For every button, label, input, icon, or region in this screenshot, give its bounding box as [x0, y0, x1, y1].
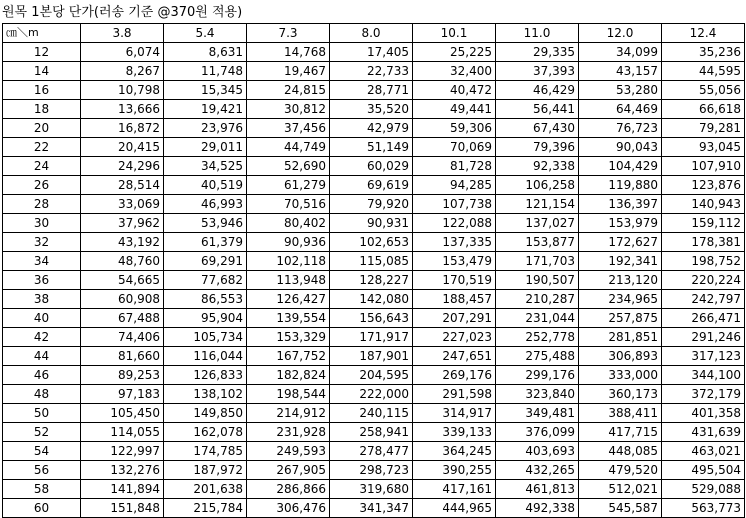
price-cell[interactable]: 33,069	[81, 195, 164, 214]
price-cell[interactable]: 138,102	[164, 385, 247, 404]
price-cell[interactable]: 106,258	[496, 176, 579, 195]
price-cell[interactable]: 333,000	[579, 366, 662, 385]
table-row	[3, 480, 745, 499]
price-cell[interactable]: 81,660	[81, 347, 164, 366]
price-cell[interactable]: 252,778	[496, 328, 579, 347]
diameter-cell[interactable]: 16	[3, 81, 81, 100]
price-cell[interactable]: 20,415	[81, 138, 164, 157]
header-row	[3, 24, 745, 43]
table-row	[3, 385, 745, 404]
table-row	[3, 157, 745, 176]
price-cell[interactable]: 8,631	[164, 43, 247, 62]
diameter-cell[interactable]: 56	[3, 461, 81, 480]
price-cell[interactable]: 306,476	[247, 499, 330, 518]
price-cell[interactable]: 16,872	[81, 119, 164, 138]
price-cell[interactable]: 171,703	[496, 252, 579, 271]
price-cell[interactable]: 220,224	[662, 271, 745, 290]
price-cell[interactable]: 24,296	[81, 157, 164, 176]
price-cell[interactable]: 492,338	[496, 499, 579, 518]
price-cell[interactable]: 349,481	[496, 404, 579, 423]
price-cell[interactable]: 92,338	[496, 157, 579, 176]
price-cell[interactable]: 215,784	[164, 499, 247, 518]
price-cell[interactable]: 95,904	[164, 309, 247, 328]
price-cell[interactable]: 137,335	[413, 233, 496, 252]
price-cell[interactable]: 105,450	[81, 404, 164, 423]
price-cell[interactable]: 49,441	[413, 100, 496, 119]
price-cell[interactable]: 14,768	[247, 43, 330, 62]
table-row	[3, 119, 745, 138]
price-cell[interactable]: 89,253	[81, 366, 164, 385]
price-cell[interactable]: 275,488	[496, 347, 579, 366]
price-cell[interactable]: 35,236	[662, 43, 745, 62]
price-cell[interactable]: 286,866	[247, 480, 330, 499]
price-cell[interactable]: 182,824	[247, 366, 330, 385]
price-cell[interactable]: 222,000	[330, 385, 413, 404]
length-header-cell[interactable]: 10.1	[413, 24, 496, 43]
price-cell[interactable]: 42,979	[330, 119, 413, 138]
diameter-cell[interactable]: 12	[3, 43, 81, 62]
price-cell[interactable]: 529,088	[662, 480, 745, 499]
price-cell[interactable]: 25,225	[413, 43, 496, 62]
price-cell[interactable]: 122,997	[81, 442, 164, 461]
price-cell[interactable]: 29,335	[496, 43, 579, 62]
table-row	[3, 43, 745, 62]
price-cell[interactable]: 97,183	[81, 385, 164, 404]
price-cell[interactable]: 6,074	[81, 43, 164, 62]
price-cell[interactable]: 34,525	[164, 157, 247, 176]
price-cell[interactable]: 52,690	[247, 157, 330, 176]
price-cell[interactable]: 28,771	[330, 81, 413, 100]
price-cell[interactable]: 401,358	[662, 404, 745, 423]
table-row	[3, 214, 745, 233]
price-cell[interactable]: 198,752	[662, 252, 745, 271]
price-cell[interactable]: 46,429	[496, 81, 579, 100]
price-cell[interactable]: 28,514	[81, 176, 164, 195]
table-row	[3, 404, 745, 423]
length-header-cell[interactable]: 7.3	[247, 24, 330, 43]
price-cell[interactable]: 44,595	[662, 62, 745, 81]
price-cell[interactable]: 105,734	[164, 328, 247, 347]
diameter-cell[interactable]: 36	[3, 271, 81, 290]
diameter-cell[interactable]: 52	[3, 423, 81, 442]
price-cell[interactable]: 242,797	[662, 290, 745, 309]
price-cell[interactable]: 190,507	[496, 271, 579, 290]
diameter-cell[interactable]: 22	[3, 138, 81, 157]
price-cell[interactable]: 141,894	[81, 480, 164, 499]
price-cell[interactable]: 54,665	[81, 271, 164, 290]
price-cell[interactable]: 55,056	[662, 81, 745, 100]
price-cell[interactable]: 60,029	[330, 157, 413, 176]
price-cell[interactable]: 214,912	[247, 404, 330, 423]
price-cell[interactable]: 210,287	[496, 290, 579, 309]
table-row	[3, 81, 745, 100]
diameter-cell[interactable]: 32	[3, 233, 81, 252]
price-cell[interactable]: 40,472	[413, 81, 496, 100]
table-row	[3, 252, 745, 271]
price-cell[interactable]: 463,021	[662, 442, 745, 461]
table-row	[3, 309, 745, 328]
price-cell[interactable]: 79,396	[496, 138, 579, 157]
price-cell[interactable]: 444,965	[413, 499, 496, 518]
price-cell[interactable]: 153,329	[247, 328, 330, 347]
price-cell[interactable]: 317,123	[662, 347, 745, 366]
price-table	[2, 23, 745, 518]
price-cell[interactable]: 121,154	[496, 195, 579, 214]
price-cell[interactable]: 198,544	[247, 385, 330, 404]
price-cell[interactable]: 8,267	[81, 62, 164, 81]
price-cell[interactable]: 563,773	[662, 499, 745, 518]
price-cell[interactable]: 67,488	[81, 309, 164, 328]
price-cell[interactable]: 22,733	[330, 62, 413, 81]
table-row	[3, 62, 745, 81]
table-row	[3, 328, 745, 347]
price-cell[interactable]: 24,815	[247, 81, 330, 100]
price-cell[interactable]: 93,045	[662, 138, 745, 157]
price-cell[interactable]: 170,519	[413, 271, 496, 290]
diameter-cell[interactable]: 20	[3, 119, 81, 138]
table-row	[3, 176, 745, 195]
price-cell[interactable]: 132,276	[81, 461, 164, 480]
price-cell[interactable]: 448,085	[579, 442, 662, 461]
price-cell[interactable]: 43,157	[579, 62, 662, 81]
price-cell[interactable]: 76,723	[579, 119, 662, 138]
price-cell[interactable]: 102,118	[247, 252, 330, 271]
price-cell[interactable]: 102,653	[330, 233, 413, 252]
table-row	[3, 138, 745, 157]
table-row	[3, 100, 745, 119]
price-cell[interactable]: 388,411	[579, 404, 662, 423]
price-cell[interactable]: 19,467	[247, 62, 330, 81]
price-cell[interactable]: 19,421	[164, 100, 247, 119]
price-cell[interactable]: 207,291	[413, 309, 496, 328]
price-cell[interactable]: 104,429	[579, 157, 662, 176]
diameter-cell[interactable]: 18	[3, 100, 81, 119]
price-cell[interactable]: 249,593	[247, 442, 330, 461]
price-cell[interactable]: 64,469	[579, 100, 662, 119]
price-cell[interactable]: 417,161	[413, 480, 496, 499]
length-header-cell[interactable]: 3.8	[81, 24, 164, 43]
price-cell[interactable]: 159,112	[662, 214, 745, 233]
price-cell[interactable]: 40,519	[164, 176, 247, 195]
diameter-cell[interactable]: 46	[3, 366, 81, 385]
length-header-cell[interactable]: 12.0	[579, 24, 662, 43]
price-cell[interactable]: 344,100	[662, 366, 745, 385]
price-cell[interactable]: 61,279	[247, 176, 330, 195]
table-row	[3, 347, 745, 366]
diameter-cell[interactable]: 26	[3, 176, 81, 195]
price-cell[interactable]: 116,044	[164, 347, 247, 366]
price-cell[interactable]: 188,457	[413, 290, 496, 309]
diameter-cell[interactable]: 38	[3, 290, 81, 309]
price-cell[interactable]: 227,023	[413, 328, 496, 347]
diameter-cell[interactable]: 30	[3, 214, 81, 233]
price-cell[interactable]: 267,905	[247, 461, 330, 480]
price-cell[interactable]: 323,840	[496, 385, 579, 404]
price-cell[interactable]: 142,080	[330, 290, 413, 309]
price-cell[interactable]: 74,406	[81, 328, 164, 347]
price-cell[interactable]: 122,088	[413, 214, 496, 233]
diameter-cell[interactable]: 58	[3, 480, 81, 499]
price-cell[interactable]: 107,910	[662, 157, 745, 176]
price-cell[interactable]: 66,618	[662, 100, 745, 119]
price-cell[interactable]: 495,504	[662, 461, 745, 480]
price-cell[interactable]: 126,833	[164, 366, 247, 385]
price-cell[interactable]: 107,738	[413, 195, 496, 214]
price-cell[interactable]: 417,715	[579, 423, 662, 442]
price-cell[interactable]: 178,381	[662, 233, 745, 252]
price-cell[interactable]: 90,931	[330, 214, 413, 233]
table-row	[3, 366, 745, 385]
price-cell[interactable]: 403,693	[496, 442, 579, 461]
price-cell[interactable]: 37,962	[81, 214, 164, 233]
table-row	[3, 271, 745, 290]
price-cell[interactable]: 291,598	[413, 385, 496, 404]
price-cell[interactable]: 431,639	[662, 423, 745, 442]
length-header-cell[interactable]: 5.4	[164, 24, 247, 43]
price-cell[interactable]: 128,227	[330, 271, 413, 290]
price-cell[interactable]: 44,749	[247, 138, 330, 157]
price-cell[interactable]: 136,397	[579, 195, 662, 214]
price-cell[interactable]: 30,812	[247, 100, 330, 119]
price-cell[interactable]: 240,115	[330, 404, 413, 423]
sheet-title[interactable]: 원목 1본당 단가(러송 기준 @370원 적용)	[2, 5, 243, 20]
price-cell[interactable]: 48,760	[81, 252, 164, 271]
price-cell[interactable]: 11,748	[164, 62, 247, 81]
price-cell[interactable]: 32,400	[413, 62, 496, 81]
price-cell[interactable]: 174,785	[164, 442, 247, 461]
table-row	[3, 499, 745, 518]
price-cell[interactable]: 266,471	[662, 309, 745, 328]
table-row	[3, 290, 745, 309]
price-cell[interactable]: 46,993	[164, 195, 247, 214]
price-cell[interactable]: 390,255	[413, 461, 496, 480]
price-cell[interactable]: 123,876	[662, 176, 745, 195]
price-cell[interactable]: 278,477	[330, 442, 413, 461]
price-cell[interactable]: 192,341	[579, 252, 662, 271]
price-cell[interactable]: 167,752	[247, 347, 330, 366]
price-cell[interactable]: 364,245	[413, 442, 496, 461]
price-cell[interactable]: 37,393	[496, 62, 579, 81]
price-cell[interactable]: 34,099	[579, 43, 662, 62]
price-cell[interactable]: 171,917	[330, 328, 413, 347]
length-header-cell[interactable]: 11.0	[496, 24, 579, 43]
price-cell[interactable]: 29,011	[164, 138, 247, 157]
price-cell[interactable]: 153,479	[413, 252, 496, 271]
price-cell[interactable]: 119,880	[579, 176, 662, 195]
price-cell[interactable]: 269,176	[413, 366, 496, 385]
price-cell[interactable]: 372,179	[662, 385, 745, 404]
diameter-cell[interactable]: 24	[3, 157, 81, 176]
price-cell[interactable]: 234,965	[579, 290, 662, 309]
price-cell[interactable]: 56,441	[496, 100, 579, 119]
diameter-cell[interactable]: 48	[3, 385, 81, 404]
price-cell[interactable]: 86,553	[164, 290, 247, 309]
price-cell[interactable]: 156,643	[330, 309, 413, 328]
price-cell[interactable]: 376,099	[496, 423, 579, 442]
price-cell[interactable]: 90,043	[579, 138, 662, 157]
price-cell[interactable]: 341,347	[330, 499, 413, 518]
price-cell[interactable]: 213,120	[579, 271, 662, 290]
price-cell[interactable]: 69,291	[164, 252, 247, 271]
price-cell[interactable]: 281,851	[579, 328, 662, 347]
price-cell[interactable]: 247,651	[413, 347, 496, 366]
price-cell[interactable]: 172,627	[579, 233, 662, 252]
price-cell[interactable]: 17,405	[330, 43, 413, 62]
price-cell[interactable]: 258,941	[330, 423, 413, 442]
price-cell[interactable]: 432,265	[496, 461, 579, 480]
price-cell[interactable]: 81,728	[413, 157, 496, 176]
price-cell[interactable]: 306,893	[579, 347, 662, 366]
diameter-cell[interactable]: 40	[3, 309, 81, 328]
price-cell[interactable]: 115,085	[330, 252, 413, 271]
price-cell[interactable]: 545,587	[579, 499, 662, 518]
price-cell[interactable]: 69,619	[330, 176, 413, 195]
price-cell[interactable]: 151,848	[81, 499, 164, 518]
price-cell[interactable]: 187,901	[330, 347, 413, 366]
price-cell[interactable]: 90,936	[247, 233, 330, 252]
price-cell[interactable]: 153,877	[496, 233, 579, 252]
table-row	[3, 442, 745, 461]
price-cell[interactable]: 314,917	[413, 404, 496, 423]
price-cell[interactable]: 23,976	[164, 119, 247, 138]
price-cell[interactable]: 53,280	[579, 81, 662, 100]
price-cell[interactable]: 461,813	[496, 480, 579, 499]
price-cell[interactable]: 67,430	[496, 119, 579, 138]
diameter-cell[interactable]: 14	[3, 62, 81, 81]
price-cell[interactable]: 61,379	[164, 233, 247, 252]
diameter-cell[interactable]: 34	[3, 252, 81, 271]
price-cell[interactable]: 126,427	[247, 290, 330, 309]
price-cell[interactable]: 79,920	[330, 195, 413, 214]
table-row	[3, 461, 745, 480]
corner-header-cell[interactable]: ㎝＼m	[3, 24, 81, 43]
price-cell[interactable]: 79,281	[662, 119, 745, 138]
price-cell[interactable]: 70,069	[413, 138, 496, 157]
price-cell[interactable]: 43,192	[81, 233, 164, 252]
price-cell[interactable]: 153,979	[579, 214, 662, 233]
price-cell[interactable]: 13,666	[81, 100, 164, 119]
diameter-cell[interactable]: 44	[3, 347, 81, 366]
table-row	[3, 233, 745, 252]
table-row	[3, 195, 745, 214]
price-cell[interactable]: 35,520	[330, 100, 413, 119]
price-cell[interactable]: 15,345	[164, 81, 247, 100]
length-header-cell[interactable]: 8.0	[330, 24, 413, 43]
price-cell[interactable]: 479,520	[579, 461, 662, 480]
price-cell[interactable]: 231,928	[247, 423, 330, 442]
price-cell[interactable]: 51,149	[330, 138, 413, 157]
price-cell[interactable]: 140,943	[662, 195, 745, 214]
price-cell[interactable]: 10,798	[81, 81, 164, 100]
price-cell[interactable]: 187,972	[164, 461, 247, 480]
price-cell[interactable]: 257,875	[579, 309, 662, 328]
length-header-cell[interactable]: 12.4	[662, 24, 745, 43]
price-cell[interactable]: 137,027	[496, 214, 579, 233]
price-cell[interactable]: 53,946	[164, 214, 247, 233]
price-cell[interactable]: 360,173	[579, 385, 662, 404]
price-cell[interactable]: 201,638	[164, 480, 247, 499]
price-cell[interactable]: 37,456	[247, 119, 330, 138]
diameter-cell[interactable]: 28	[3, 195, 81, 214]
price-cell[interactable]: 319,680	[330, 480, 413, 499]
diameter-cell[interactable]: 60	[3, 499, 81, 518]
price-cell[interactable]: 299,176	[496, 366, 579, 385]
diameter-cell[interactable]: 54	[3, 442, 81, 461]
price-cell[interactable]: 80,402	[247, 214, 330, 233]
price-cell[interactable]: 59,306	[413, 119, 496, 138]
price-cell[interactable]: 231,044	[496, 309, 579, 328]
price-cell[interactable]: 162,078	[164, 423, 247, 442]
price-cell[interactable]: 113,948	[247, 271, 330, 290]
price-cell[interactable]: 77,682	[164, 271, 247, 290]
diameter-cell[interactable]: 50	[3, 404, 81, 423]
price-cell[interactable]: 339,133	[413, 423, 496, 442]
price-cell[interactable]: 204,595	[330, 366, 413, 385]
price-cell[interactable]: 94,285	[413, 176, 496, 195]
price-cell[interactable]: 298,723	[330, 461, 413, 480]
price-cell[interactable]: 149,850	[164, 404, 247, 423]
price-cell[interactable]: 60,908	[81, 290, 164, 309]
diameter-cell[interactable]: 42	[3, 328, 81, 347]
price-cell[interactable]: 114,055	[81, 423, 164, 442]
price-cell[interactable]: 139,554	[247, 309, 330, 328]
price-cell[interactable]: 70,516	[247, 195, 330, 214]
price-cell[interactable]: 291,246	[662, 328, 745, 347]
table-row	[3, 423, 745, 442]
price-cell[interactable]: 512,021	[579, 480, 662, 499]
